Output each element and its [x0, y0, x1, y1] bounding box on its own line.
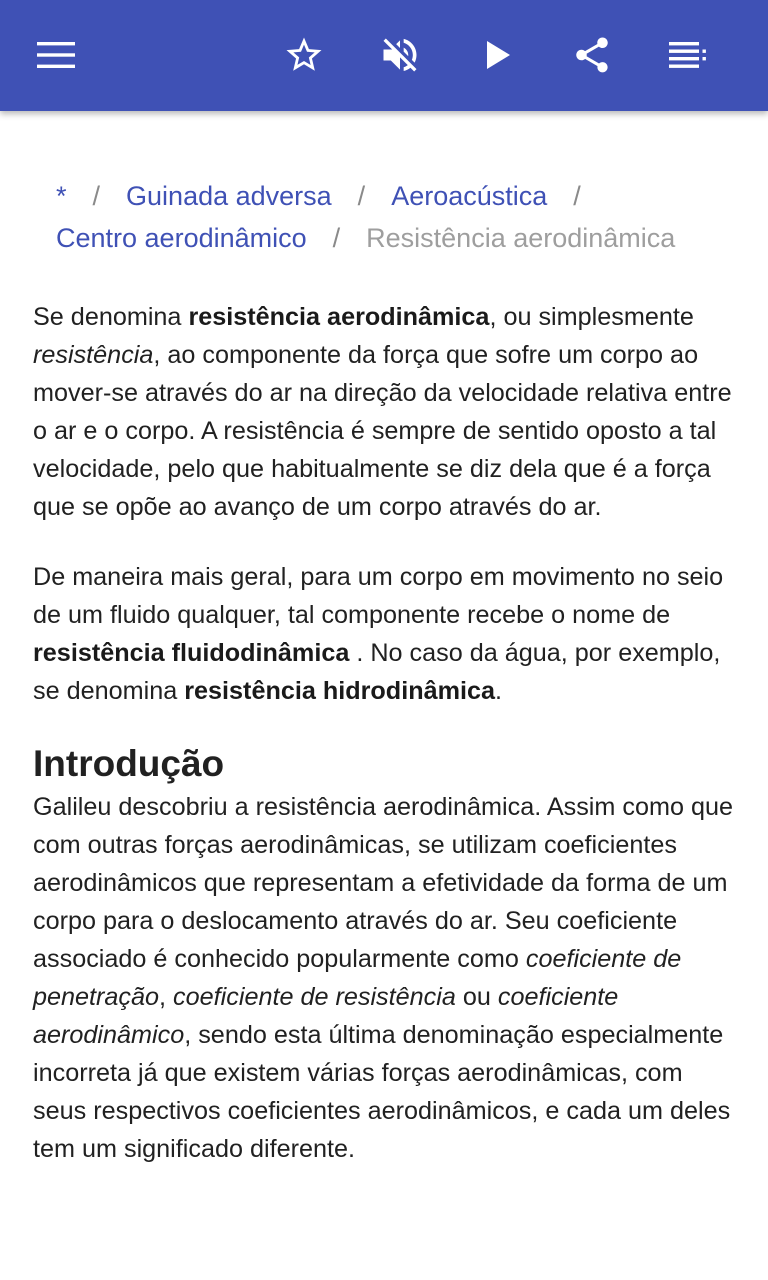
breadcrumb-item-guinada-adversa[interactable]: Guinada adversa [126, 181, 332, 211]
breadcrumb-item-home[interactable]: * [56, 181, 67, 211]
breadcrumb-item-aeroacustica[interactable]: Aeroacústica [391, 181, 548, 211]
paragraph-definition: Se denomina resistência aerodinâmica, ou simplesmente resistência, ao componente da força que sofre um corpo ao mover-se através do ar na direção da velocidade relativa entre o ar e o corpo. A resistência é sempre de sentido oposto a tal velocidade, pelo que habitualmente se diz dela que é a força que se opõe ao avanço de um corpo através do ar. [33, 303, 732, 521]
term-coeficiente-aerodinamico: coeficiente aerodinâmico [33, 983, 619, 1049]
play-button[interactable] [470, 27, 526, 83]
term-coeficiente-resistencia: coeficiente de resistência [173, 983, 456, 1011]
menu-button[interactable] [28, 27, 84, 83]
section-heading-introducao: Introdução [33, 743, 225, 784]
app-bar [0, 0, 768, 111]
term-coeficiente-penetracao: coeficiente de penetração [33, 945, 682, 1011]
term-resistencia-fluidodinamica: resistência fluidodinâmica [33, 639, 350, 667]
breadcrumb-separator: / [573, 181, 581, 211]
breadcrumb [56, 175, 746, 259]
play-icon [483, 39, 513, 71]
term-resistencia-aerodinamica: resistência aerodinâmica [188, 303, 490, 331]
paragraph-introducao: Galileu descobriu a resistência aerodinâmica. Assim como que com outras forças aerodinâmicas, se utilizam coeficientes aerodinâmicos que representam a efetividade da forma de um corpo para o deslocamento através do ar. Seu coeficiente associado é conhecido popularmente como coeficiente de penetração, coeficiente de resistência ou coeficiente aerodinâmico, sendo esta última denominação especialmente incorreta já que existem várias forças aerodinâmicas, com seus respectivos coeficientes aerodinâmicos, e cada um deles tem um significado diferente. [33, 793, 733, 1163]
volume-off-icon [378, 33, 422, 77]
term-resistencia-hidrodinamica: resistência hidrodinâmica [184, 677, 495, 705]
paragraph-fluid: De maneira mais geral, para um corpo em movimento no seio de um fluido qualquer, tal componente recebe o nome de resistência fluidodinâmica . No caso da água, por exemplo, se denomina resistência hidrodinâmica. [33, 563, 724, 705]
content-area[interactable] [0, 111, 768, 1280]
breadcrumb-separator: / [92, 181, 101, 211]
favorite-button[interactable] [276, 27, 332, 83]
star-icon [283, 34, 325, 76]
breadcrumb-separator: / [332, 223, 341, 253]
term-resistencia: resistência [33, 341, 154, 369]
breadcrumb-separator: / [357, 181, 366, 211]
breadcrumb-item-centro-aerodinamico[interactable]: Centro aerodinâmico [56, 223, 307, 253]
share-icon [571, 34, 613, 76]
share-button[interactable] [564, 27, 620, 83]
mute-button[interactable] [372, 27, 428, 83]
breadcrumb-current: Resistência aerodinâmica [366, 223, 676, 253]
list-icon [669, 42, 707, 68]
list-button[interactable] [660, 27, 716, 83]
menu-icon [37, 41, 75, 69]
article-body [33, 298, 737, 1168]
